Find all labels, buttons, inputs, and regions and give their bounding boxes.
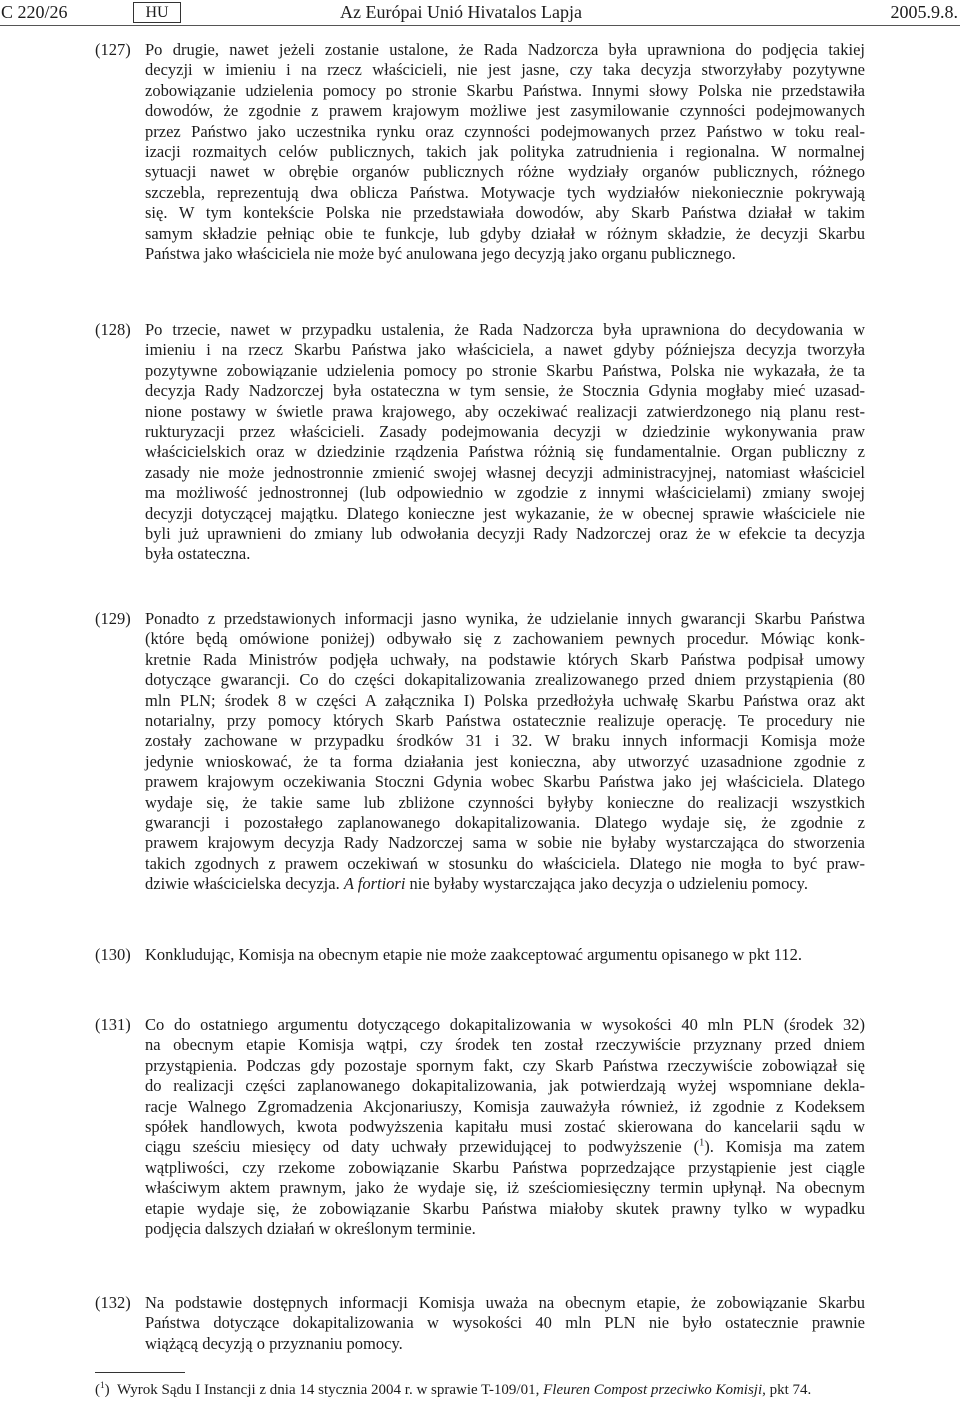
text-line: prawem krajowym decyzja Rady Nadzorczej sama w sobie nie byłaby wystarczająca do stworzenia	[145, 833, 865, 853]
footnote-paren-open: (	[95, 1382, 100, 1398]
text-line: pozytywne zobowiązanie udzielenia pomocy po stronie Skarbu Państwa, Polska nie wykazała, że ta	[145, 360, 865, 380]
text-line: Po trzecie, nawet w przypadku ustalenia, że Rada Nadzorcza była uprawniona do decydowania w	[145, 320, 865, 339]
paragraph-number: (131)	[95, 1015, 131, 1034]
text-line: racje Walnego Zgromadzenia Akcjonariuszy, Komisja zauważyła również, iż zgodnie z Kodeksem	[145, 1096, 865, 1116]
paragraph-body	[145, 320, 865, 565]
journal-title: Az Európai Unió Hivatalos Lapja	[340, 2, 582, 22]
text-segment: dziwie właścicielska decyzja.	[145, 874, 344, 894]
paragraph-number: (130)	[95, 945, 131, 964]
text-line: Konkludując, Komisja na obecnym etapie nie może zaakceptować argumentu opisanego w pkt 112.	[145, 945, 803, 964]
text-line: wątpliwości, czy rzekome zobowiązanie Skarbu Państwa poprzedzające przystąpienie jest ciągle	[145, 1157, 865, 1177]
footnote-citation: Wyrok Sądu I Instancji z dnia 14 stycznia 2004 r. w sprawie T-109/01,	[117, 1382, 544, 1398]
text-line: Państwa dotyczące dokapitalizowania w wysokości 40 mln PLN nie było ostatecznie prawnie	[145, 1313, 865, 1333]
text-line: rukturyzacji przez właścicieli. Zasady podejmowania decyzji w dziedzinie wykonywania praw	[145, 421, 865, 441]
text-line: była ostateczna.	[145, 544, 251, 564]
header-divider	[0, 25, 960, 26]
latin-phrase-italic: A fortiori	[343, 874, 406, 894]
text-line: samym składzie pełniąc obie te funkcje, lub gdyby działał w różnym składzie, że decyzji Skarbu	[145, 223, 865, 243]
text-line: etapie wydaje się, że zobowiązanie Skarbu Państwa miałoby skutek prawny tylko w wypadku	[145, 1198, 865, 1218]
text-line: decyzji dotyczącej majątku. Dlatego konieczne jest wykazanie, że w obecnej sprawie właściciele nie	[145, 503, 865, 523]
text-line: decyzji w imieniu i na rzecz właścicieli, nie jest jasne, czy taka decyzja stworzyłaby pozytywne	[145, 60, 865, 80]
text-line: takich zgodnych z prawem oczekiwań w stosunku do właściciela. Dlatego nie mogła to być praw-	[145, 853, 865, 873]
paragraph-number: (129)	[95, 609, 131, 628]
text-line: kretnie Rada Ministrów podjęła uchwały, na podstawie których Skarb Państwa podpisał umowy	[145, 649, 865, 669]
text-line: sytuacji nawet w obrębie organów publicznych różne wydziały organów publicznych, różnego	[145, 162, 865, 182]
text-line: dowodów, że zgodnie z prawem krajowym możliwe jest zasymilowanie czynności podejmowanych	[145, 101, 865, 121]
text-line: imieniu i na rzecz Skarbu Państwa jako właściciela, a nawet gdyby późniejsza decyzja tworzyła	[145, 340, 865, 360]
text-line: podjęcia dalszych działań w określonym terminie.	[145, 1218, 476, 1238]
text-line: Państwa jako właściciela nie może być anulowana jego decyzją jako organu publicznego.	[145, 243, 736, 263]
text-line: się. W tym kontekście Polska nie przedstawiała dowodów, aby Skarb Państwa działał w takim	[145, 203, 865, 223]
publication-date: 2005.9.8.	[890, 2, 958, 22]
language-badge: HU	[133, 2, 181, 23]
text-line: Na podstawie dostępnych informacji Komisja uważa na obecnym etapie, że zobowiązanie Skarbu	[145, 1293, 865, 1312]
text-line: byli już uprawnieni do zmiany lub odwołania decyzji Rady Nadzorczej oraz że w efekcie ta decyzja	[145, 523, 865, 543]
text-line: właścicielskich oraz w dziedzinie rządzenia Państwa różnią się fundamentalnie. Organ publiczny z	[145, 442, 865, 462]
text-line: do realizacji części zaplanowanego dokapitalizowania, jak potwierdzają wyżej wspomniane dekla-	[145, 1076, 865, 1096]
paragraph-number: (127)	[95, 40, 131, 59]
page-reference: C 220/26	[1, 2, 68, 22]
text-segment: ciągu sześciu miesięcy od daty uchwały przewidującej to podwyższenie (	[145, 1137, 700, 1157]
footnote-marker	[95, 1381, 110, 1399]
text-line: zobowiązanie udzielenia pomocy po stronie Skarbu Państwa. Innymi słowy Polska nie przedstawiła	[145, 80, 865, 100]
text-line: zasady nie może jednostronnie zmienić swojej własnej decyzji administracyjnej, natomiast właściciel	[145, 462, 865, 482]
text-segment: ). Komisja ma zatem	[704, 1137, 865, 1157]
text-line: przystąpienia. Podczas gdy pozostaje spornym fakt, czy Skarb Państwa rzeczywiście zobowiązał się	[145, 1055, 865, 1075]
text-line: ma możliwość jednostronnej (lub odpowiednio w zgodzie z innymi właścicielami) zmiany swojej	[145, 483, 865, 503]
text-line: Ponadto z przedstawionych informacji jasno wynika, że udzielanie innych gwarancji Skarbu Państwa	[145, 609, 865, 628]
paragraph-body	[145, 945, 865, 965]
text-line: nione postawy w świetle prawa krajowego, aby oczekiwać realizacji zatwierdzonego nią planu rest-	[145, 401, 865, 421]
paragraph-body	[145, 1293, 865, 1354]
footnote-text	[117, 1381, 811, 1399]
text-line: izacji rozmaitych celów publicznych, takich jak polityka zatrudnienia i regionalna. W normalnej	[145, 141, 865, 161]
text-line: wiążącą decyzją o przyznaniu pomocy.	[145, 1333, 403, 1353]
footnote-number: 1	[100, 1381, 105, 1391]
paragraph-body	[145, 40, 865, 264]
footnote-case-name: Fleuren Compost przeciwko Komisji	[543, 1382, 763, 1398]
text-line: szczebla, reprezentują dwa oblicza Państwa. Motywacje tych wydziałów niekoniecznie pokrywają	[145, 182, 865, 202]
paragraph-body	[145, 609, 865, 894]
text-line	[145, 1137, 865, 1157]
text-line: mln PLN; środek 8 w części A załącznika I) Polska przedłożyła uchwałę Skarbu Państwa oraz akt	[145, 690, 865, 710]
paragraph-body	[145, 1015, 865, 1239]
paragraph-number: (128)	[95, 320, 131, 339]
text-line: dotyczące gwarancji. Co do części dokapitalizowania zrealizowanego przed dniem przystąpienia (80	[145, 670, 865, 690]
text-line: przez Państwo jako uczestnika rynku oraz czynności podejmowanych przez Państwo w toku real-	[145, 121, 865, 141]
footnote-reference: 1	[699, 1137, 705, 1149]
text-line: na obecnym etapie Komisja wątpi, czy środek ten został rzeczywiście przyznany przed dniem	[145, 1035, 865, 1055]
text-line	[145, 874, 865, 894]
footnote-paren-close: )	[104, 1382, 110, 1398]
text-line: (które będą omówione poniżej) odbywało się z zachowaniem pewnych procedur. Mówiąc konk-	[145, 629, 865, 649]
text-line: gwarancji i pozostałego zaplanowanego dokapitalizowania. Dlatego wydaje się, że zgodnie z	[145, 812, 865, 832]
text-line: Co do ostatniego argumentu dotyczącego dokapitalizowania w wysokości 40 mln PLN (środek 32)	[145, 1015, 865, 1034]
text-line: notarialny, przy pomocy których Skarb Państwa ostatecznie realizuje operację. Te procedury nie	[145, 710, 865, 730]
text-line: właściwym aktem prawnym, jako że wydaje się, iż sześciomiesięczny termin upłynął. Na obecnym	[145, 1178, 865, 1198]
text-segment: nie byłaby wystarczająca jako decyzja o udzieleniu pomocy.	[405, 874, 808, 894]
text-line: wydaje się, że takie same lub zbliżone czynności byłyby konieczne do realizacji wszystkich	[145, 792, 865, 812]
text-line: spółek handlowych, kwota podwyższenia kapitału musi zostać skierowana do kancelarii sądu w	[145, 1116, 865, 1136]
footnote-divider	[95, 1372, 185, 1373]
text-line: decyzja Rady Nadzorczej była ostateczna w tym sensie, że Stocznia Gdynia mogłaby mieć uzasad-	[145, 381, 865, 401]
text-line: prawem krajowym oczekiwania Stoczni Gdynia wobec Skarbu Państwa jako jej właściciela. Dlatego	[145, 772, 865, 792]
paragraph-number: (132)	[95, 1293, 131, 1312]
footnote-citation-end: , pkt 74.	[762, 1382, 812, 1398]
text-line: jedynie wnioskować, że ta forma działania jest konieczna, aby utworzyć uzasadnione zgodnie z	[145, 751, 865, 771]
text-line: Po drugie, nawet jeżeli zostanie ustalone, że Rada Nadzorcza była uprawniona do podjęcia takiej	[145, 40, 865, 59]
text-line: zostały zachowane w przypadku środków 31 i 32. W braku innych informacji Komisja może	[145, 731, 865, 751]
